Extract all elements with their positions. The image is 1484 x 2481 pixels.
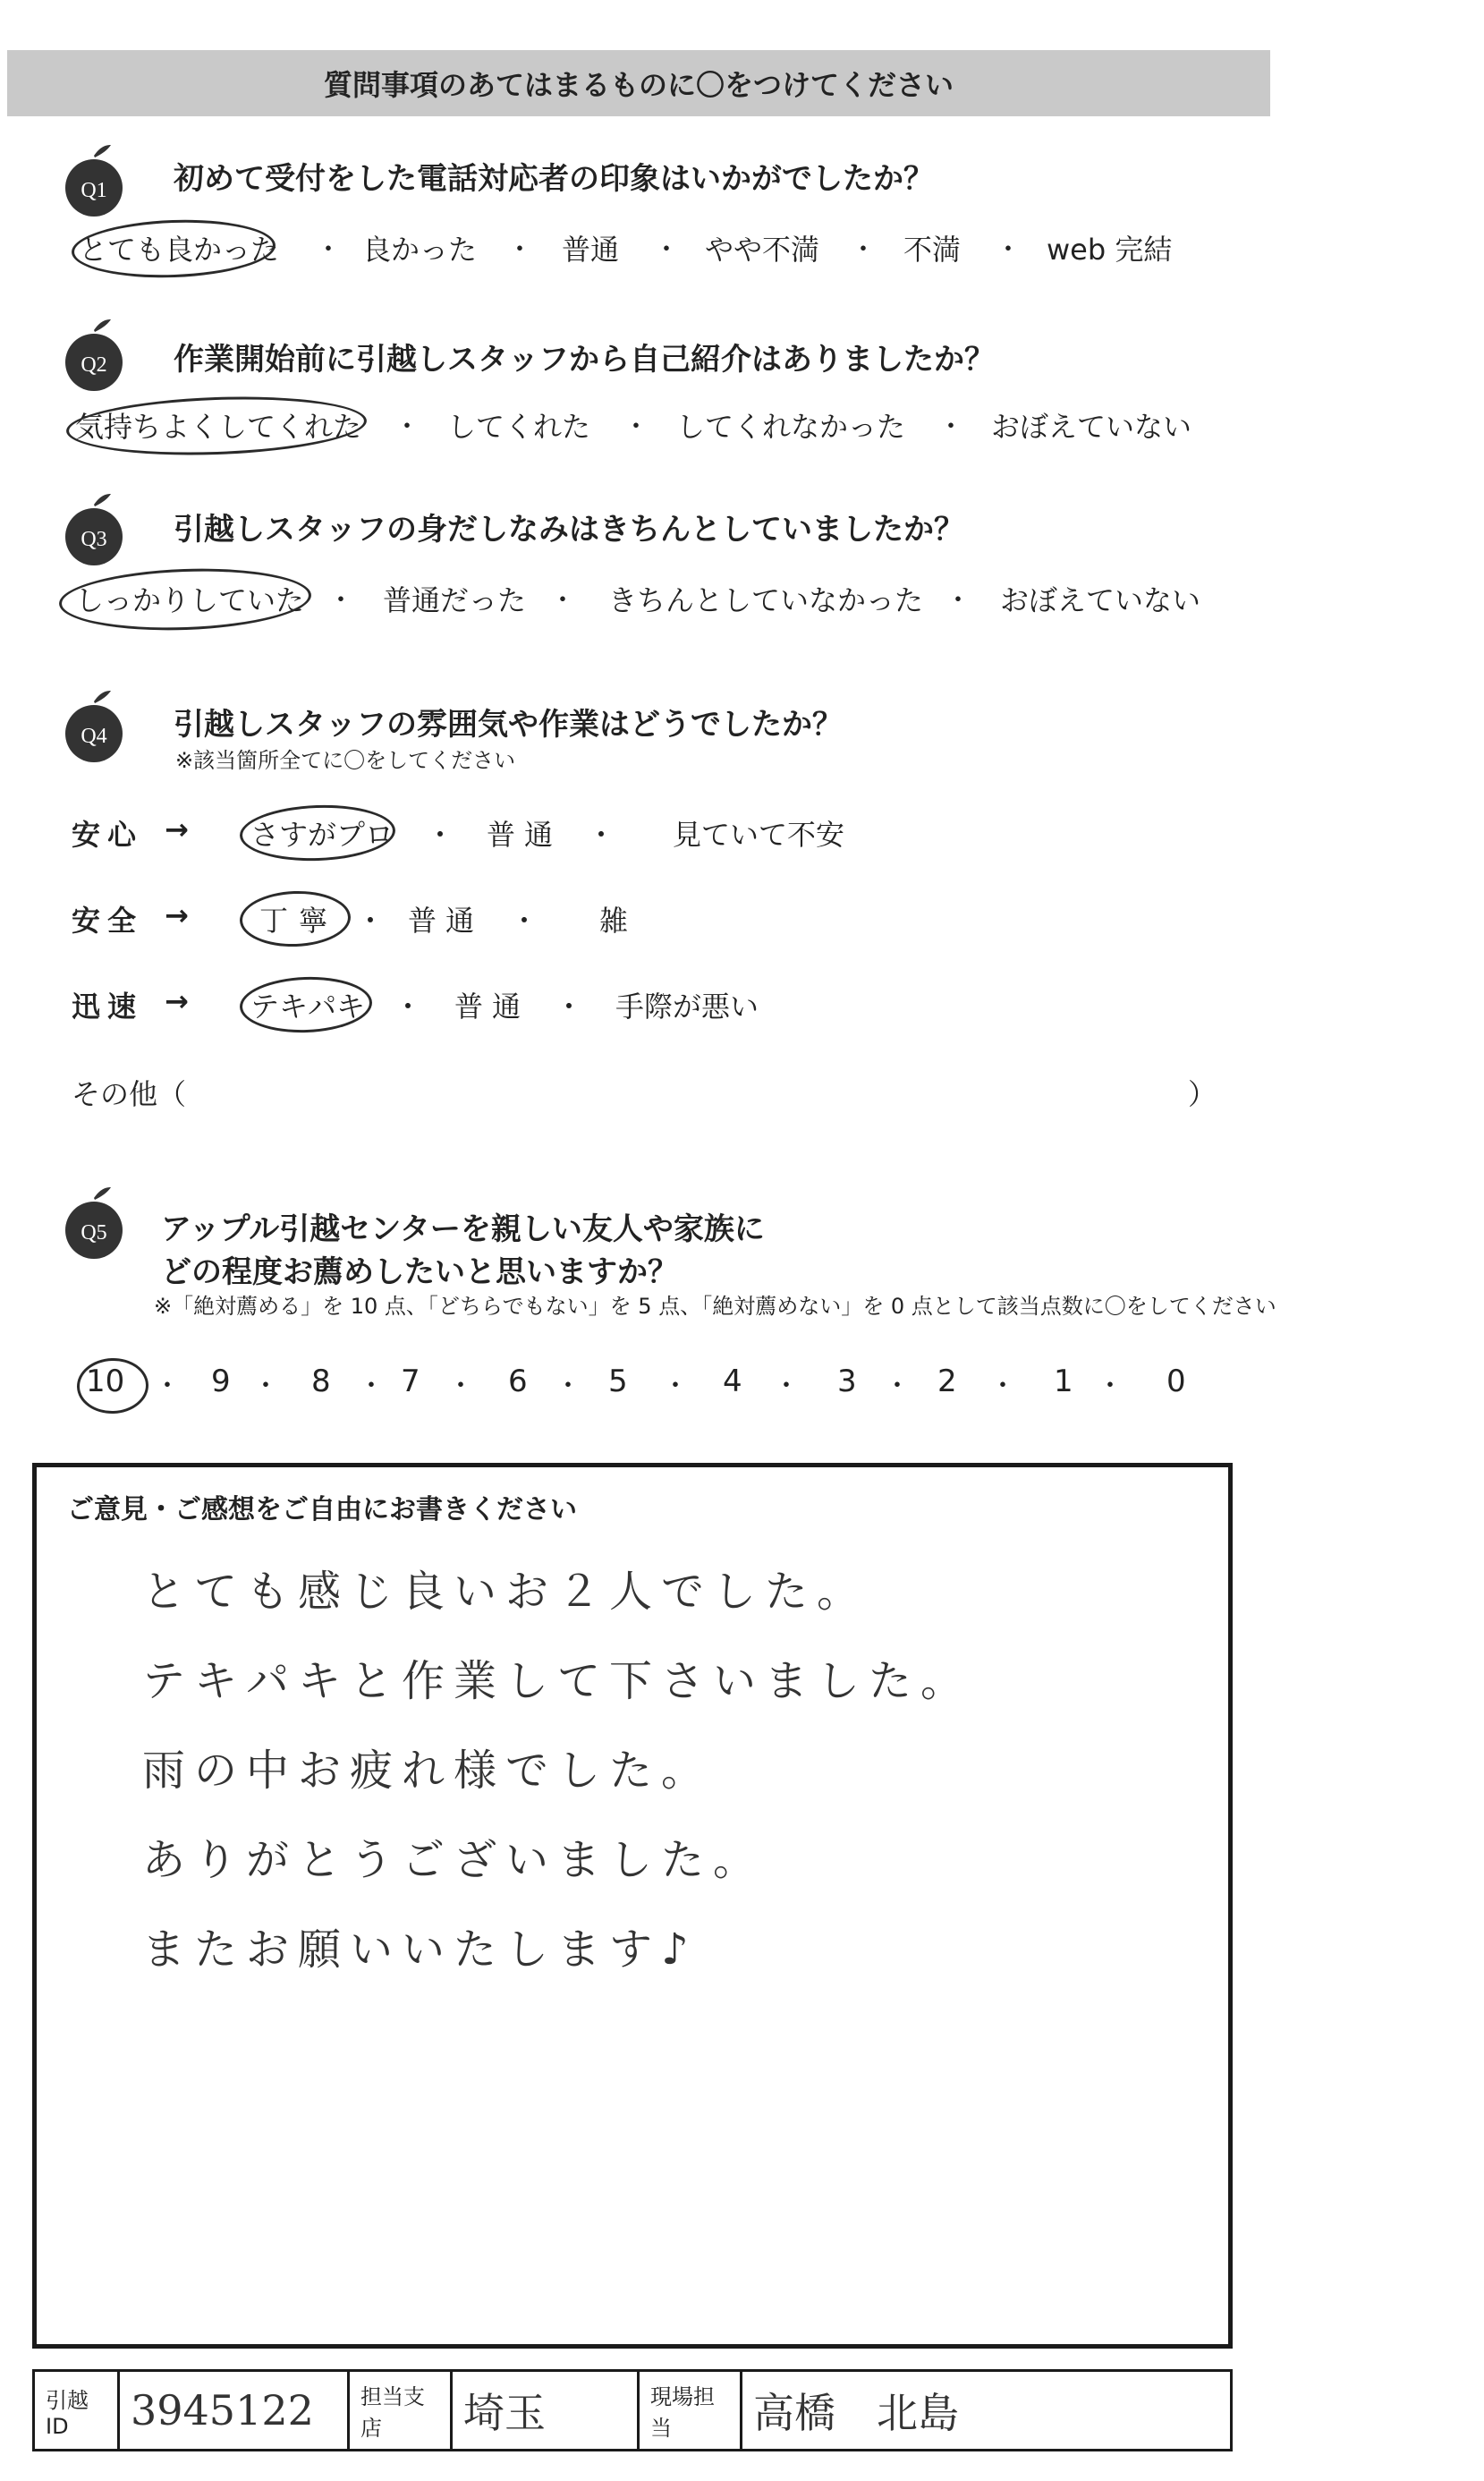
q1-selection-circle bbox=[71, 217, 276, 281]
q5-score-option[interactable]: 7 bbox=[401, 1364, 420, 1399]
q4-question: 引越しスタッフの雰囲気や作業はどうでしたか？ bbox=[174, 707, 843, 743]
footer-info-table bbox=[32, 2369, 1233, 2451]
q3-apple-badge bbox=[54, 492, 134, 567]
q4-row-option[interactable]: 普通 bbox=[408, 904, 484, 938]
q4-row-option[interactable]: 普通 bbox=[487, 818, 563, 852]
q3-selection-circle bbox=[58, 565, 312, 634]
q5-score-option[interactable]: 6 bbox=[508, 1364, 528, 1399]
q2-option-3[interactable]: してくれなかった bbox=[676, 410, 906, 444]
move-id-label: 引越 ID bbox=[46, 2387, 89, 2439]
apple-icon bbox=[54, 318, 134, 393]
q4-row-option[interactable]: 見ていて不安 bbox=[673, 818, 845, 852]
q2-badge-label: Q2 bbox=[81, 353, 107, 377]
q4-selection-circle bbox=[239, 889, 352, 948]
instruction-header: 質問事項のあてはまるものに〇をつけてください bbox=[7, 50, 1270, 116]
q4-row-label: 安全 bbox=[72, 904, 144, 938]
q4-row-option[interactable]: さすがプロ bbox=[250, 818, 394, 852]
apple-icon bbox=[54, 689, 134, 764]
q5-score-option[interactable]: 2 bbox=[937, 1364, 957, 1399]
q5-score-row: 10 ・ 9 ・ 8 ・ 7 ・ 6 ・ 5 ・ 4 ・ 3 ・ 2 ・ 1 ・ 0 bbox=[0, 1364, 1252, 1408]
q4-row-anzen: 安全 → 丁寧 ・ 普通 ・ 雑 bbox=[72, 898, 1234, 943]
staff-label-cell bbox=[640, 2372, 742, 2449]
q2-option-1[interactable]: 気持ちよくしてくれた bbox=[75, 410, 362, 444]
q3-options: しっかりしていた ・ 普通だった ・ きちんとしていなかった ・ おぼえていない bbox=[0, 578, 1252, 623]
q2-apple-badge bbox=[54, 318, 134, 393]
q5-apple-badge bbox=[54, 1185, 134, 1261]
branch-label: 担当支店 bbox=[360, 2384, 425, 2441]
q4-badge-label: Q4 bbox=[81, 725, 107, 748]
q1-option-3[interactable]: 普通 bbox=[562, 233, 620, 267]
q5-score-option[interactable]: 3 bbox=[837, 1364, 857, 1399]
q5-badge-label: Q5 bbox=[81, 1221, 107, 1245]
branch-value[interactable]: 埼玉 bbox=[463, 2389, 546, 2437]
comment-line: ありがとうございました。 bbox=[142, 1835, 766, 1885]
apple-icon bbox=[54, 492, 134, 567]
q4-row-anshin: 安心 → さすがプロ ・ 普通 ・ 見ていて不安 bbox=[72, 812, 1234, 857]
branch-value-cell bbox=[453, 2372, 640, 2449]
q1-badge-label: Q1 bbox=[81, 179, 107, 202]
comment-line: テキパキと作業して下さいました。 bbox=[142, 1656, 973, 1706]
comment-line: またお願いいたします♪ bbox=[142, 1924, 698, 1975]
q5-question-line2: どの程度お薦めしたいと思いますか？ bbox=[161, 1254, 678, 1290]
q1-option-1[interactable]: とても良かった bbox=[79, 233, 280, 267]
q3-badge-label: Q3 bbox=[81, 528, 107, 551]
arrow-icon: → bbox=[165, 898, 189, 932]
staff-value[interactable]: 高橋 北島 bbox=[753, 2389, 959, 2437]
q3-option-4[interactable]: おぼえていない bbox=[1000, 583, 1201, 617]
apple-icon bbox=[54, 143, 134, 218]
q4-row-option[interactable]: 普通 bbox=[454, 990, 530, 1024]
q3-question: 引越しスタッフの身だしなみはきちんとしていましたか？ bbox=[174, 512, 964, 548]
branch-label-cell bbox=[350, 2372, 453, 2449]
q1-option-6[interactable]: web 完結 bbox=[1047, 233, 1173, 267]
staff-label: 現場担当 bbox=[650, 2384, 715, 2441]
q5-score-option[interactable]: 9 bbox=[211, 1364, 231, 1399]
q4-row-option[interactable]: テキパキ bbox=[250, 990, 366, 1024]
q2-options: 気持ちよくしてくれた ・ してくれた ・ してくれなかった ・ おぼえていない bbox=[0, 404, 1252, 449]
q5-score-option[interactable]: 1 bbox=[1054, 1364, 1073, 1399]
q2-option-4[interactable]: おぼえていない bbox=[991, 410, 1192, 444]
q4-row-label: 迅速 bbox=[72, 990, 144, 1024]
comments-title: ご意見・ご感想をご自由にお書きください bbox=[67, 1494, 577, 1525]
q2-selection-circle bbox=[65, 392, 368, 460]
q4-row-option[interactable]: 丁寧 bbox=[259, 904, 339, 938]
move-id-value[interactable]: 3945122 bbox=[131, 2386, 314, 2434]
q4-row-option[interactable]: 雑 bbox=[599, 904, 629, 938]
q1-options: とても良かった ・ 良かった ・ 普通 ・ やや不満 ・ 不満 ・ web 完結 bbox=[0, 227, 1252, 272]
q5-score-option[interactable]: 5 bbox=[608, 1364, 628, 1399]
q2-option-2[interactable]: してくれた bbox=[447, 410, 591, 444]
q2-question: 作業開始前に引越しスタッフから自己紹介はありましたか？ bbox=[174, 342, 995, 378]
q1-option-4[interactable]: やや不満 bbox=[705, 233, 820, 267]
q3-option-1[interactable]: しっかりしていた bbox=[75, 583, 305, 617]
q4-row-jinsoku: 迅速 → テキパキ ・ 普通 ・ 手際が悪い bbox=[72, 984, 1234, 1029]
staff-value-cell bbox=[742, 2372, 1230, 2449]
q5-score-option[interactable]: 4 bbox=[723, 1364, 742, 1399]
q1-option-2[interactable]: 良かった bbox=[362, 233, 478, 267]
q5-score-option[interactable]: 10 bbox=[86, 1364, 125, 1399]
move-id-label-cell bbox=[35, 2372, 120, 2449]
move-id-value-cell bbox=[120, 2372, 350, 2449]
q5-score-option[interactable]: 0 bbox=[1166, 1364, 1186, 1399]
q4-note: ※該当箇所全てに〇をしてください bbox=[175, 748, 516, 773]
q5-note: ※「絶対薦める」を 10 点、「どちらでもない」を 5 点、「絶対薦めない」を 0 点として該当点数に〇をしてください bbox=[154, 1294, 1276, 1319]
arrow-icon: → bbox=[165, 812, 189, 846]
q4-row-option[interactable]: 手際が悪い bbox=[615, 990, 759, 1024]
q3-option-2[interactable]: 普通だった bbox=[383, 583, 527, 617]
q1-question: 初めて受付をした電話対応者の印象はいかがでしたか？ bbox=[174, 161, 934, 197]
q4-other-close: ） bbox=[1188, 1077, 1217, 1111]
q4-apple-badge bbox=[54, 689, 134, 764]
q4-row-label: 安心 bbox=[72, 818, 144, 852]
q5-score-option[interactable]: 8 bbox=[311, 1364, 331, 1399]
q1-option-5[interactable]: 不満 bbox=[903, 233, 962, 267]
q5-question-line1: アップル引越センターを親しい友人や家族に bbox=[161, 1211, 765, 1247]
comment-line: とても感じ良いお２人でした。 bbox=[142, 1567, 869, 1617]
arrow-icon: → bbox=[165, 984, 189, 1018]
q3-option-3[interactable]: きちんとしていなかった bbox=[608, 583, 924, 617]
q1-apple-badge bbox=[54, 143, 134, 218]
q4-other-label: その他（ bbox=[72, 1077, 187, 1111]
apple-icon bbox=[54, 1185, 134, 1261]
comments-box[interactable] bbox=[32, 1463, 1233, 2349]
comment-line: 雨の中お疲れ様でした。 bbox=[142, 1746, 714, 1796]
q5-selection-circle bbox=[76, 1357, 149, 1415]
